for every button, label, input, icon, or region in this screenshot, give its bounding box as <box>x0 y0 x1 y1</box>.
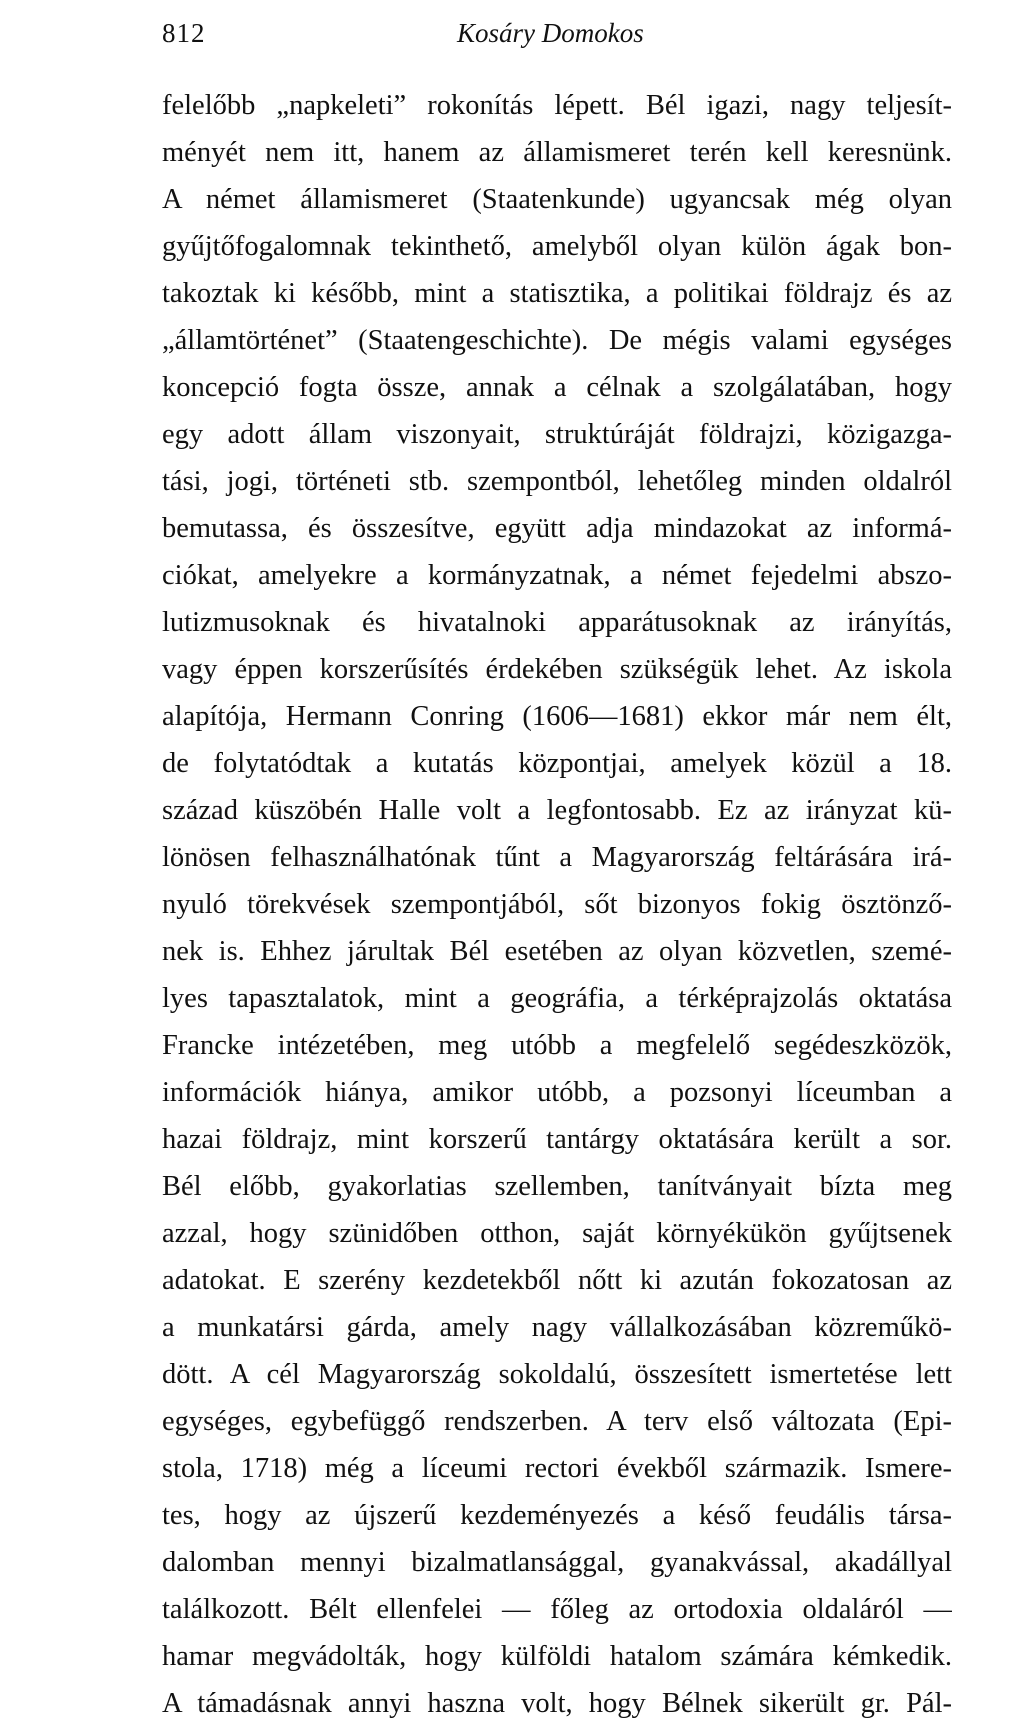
text-line: ményét nem itt, hanem az államismeret terén kell keresnünk. <box>162 137 952 168</box>
text-line: lutizmusoknak és hivatalnoki apparátusoknak az irányítás, <box>162 607 952 638</box>
text-line: vagy éppen korszerűsítés érdekében szükségük lehet. Az iskola <box>162 654 952 685</box>
text-line: a munkatársi gárda, amely nagy vállalkozásában közreműkö- <box>162 1312 952 1343</box>
text-line: lönösen felhasználhatónak tűnt a Magyarország feltárására irá- <box>162 842 952 873</box>
text-line: bemutassa, és összesítve, együtt adja mindazokat az informá- <box>162 513 952 544</box>
text-line: lyes tapasztalatok, mint a geográfia, a térképrajzolás oktatása <box>162 983 952 1014</box>
text-line: gyűjtőfogalomnak tekinthető, amelyből olyan külön ágak bon- <box>162 231 952 262</box>
text-line: Francke intézetében, meg utóbb a megfelelő segédeszközök, <box>162 1030 952 1061</box>
text-line: alapítója, Hermann Conring (1606—1681) ekkor már nem élt, <box>162 701 952 732</box>
text-line: nek is. Ehhez járultak Bél esetében az olyan közvetlen, szemé- <box>162 936 952 967</box>
text-line: tási, jogi, történeti stb. szempontból, lehetőleg minden oldalról <box>162 466 952 497</box>
text-line: dalomban mennyi bizalmatlansággal, gyanakvással, akadállyal <box>162 1547 952 1578</box>
running-title: Kosáry Domokos <box>457 18 644 48</box>
page-header <box>162 18 947 58</box>
text-line: de folytatódtak a kutatás központjai, amelyek közül a 18. <box>162 748 952 779</box>
text-line: egy adott állam viszonyait, struktúráját földrajzi, közigazga- <box>162 419 952 450</box>
text-line: felelőbb „napkeleti” rokonítás lépett. Bél igazi, nagy teljesít- <box>162 90 952 121</box>
text-line: takoztak ki később, mint a statisztika, a politikai földrajz és az <box>162 278 952 309</box>
text-line: stola, 1718) még a líceumi rectori évekből származik. Ismere- <box>162 1453 952 1484</box>
text-line: ciókat, amelyekre a kormányzatnak, a német fejedelmi abszo- <box>162 560 952 591</box>
text-line: Bél előbb, gyakorlatias szellemben, tanítványait bízta meg <box>162 1171 952 1202</box>
text-line: találkozott. Bélt ellenfelei — főleg az ortodoxia oldaláról — <box>162 1594 952 1625</box>
body-text <box>162 82 952 1727</box>
text-line: A támadásnak annyi haszna volt, hogy Bélnek sikerült gr. Pál- <box>162 1688 952 1719</box>
page-number: 812 <box>162 18 206 48</box>
text-line: koncepció fogta össze, annak a célnak a szolgálatában, hogy <box>162 372 952 403</box>
text-line: hazai földrajz, mint korszerű tantárgy oktatására került a sor. <box>162 1124 952 1155</box>
text-line: azzal, hogy szünidőben otthon, saját környékükön gyűjtsenek <box>162 1218 952 1249</box>
text-line: A német államismeret (Staatenkunde) ugyancsak még olyan <box>162 184 952 215</box>
text-line: nyuló törekvések szempontjából, sőt bizonyos fokig ösztönző- <box>162 889 952 920</box>
text-line: hamar megvádolták, hogy külföldi hatalom számára kémkedik. <box>162 1641 952 1672</box>
text-line: dött. A cél Magyarország sokoldalú, összesített ismertetése lett <box>162 1359 952 1390</box>
text-line: egységes, egybefüggő rendszerben. A terv első változata (Epi- <box>162 1406 952 1437</box>
text-line: adatokat. E szerény kezdetekből nőtt ki azután fokozatosan az <box>162 1265 952 1296</box>
text-line: információk hiánya, amikor utóbb, a pozsonyi líceumban a <box>162 1077 952 1108</box>
text-line: század küszöbén Halle volt a legfontosabb. Ez az irányzat kü- <box>162 795 952 826</box>
text-line: tes, hogy az újszerű kezdeményezés a késő feudális társa- <box>162 1500 952 1531</box>
text-line: „államtörténet” (Staatengeschichte). De mégis valami egységes <box>162 325 952 356</box>
